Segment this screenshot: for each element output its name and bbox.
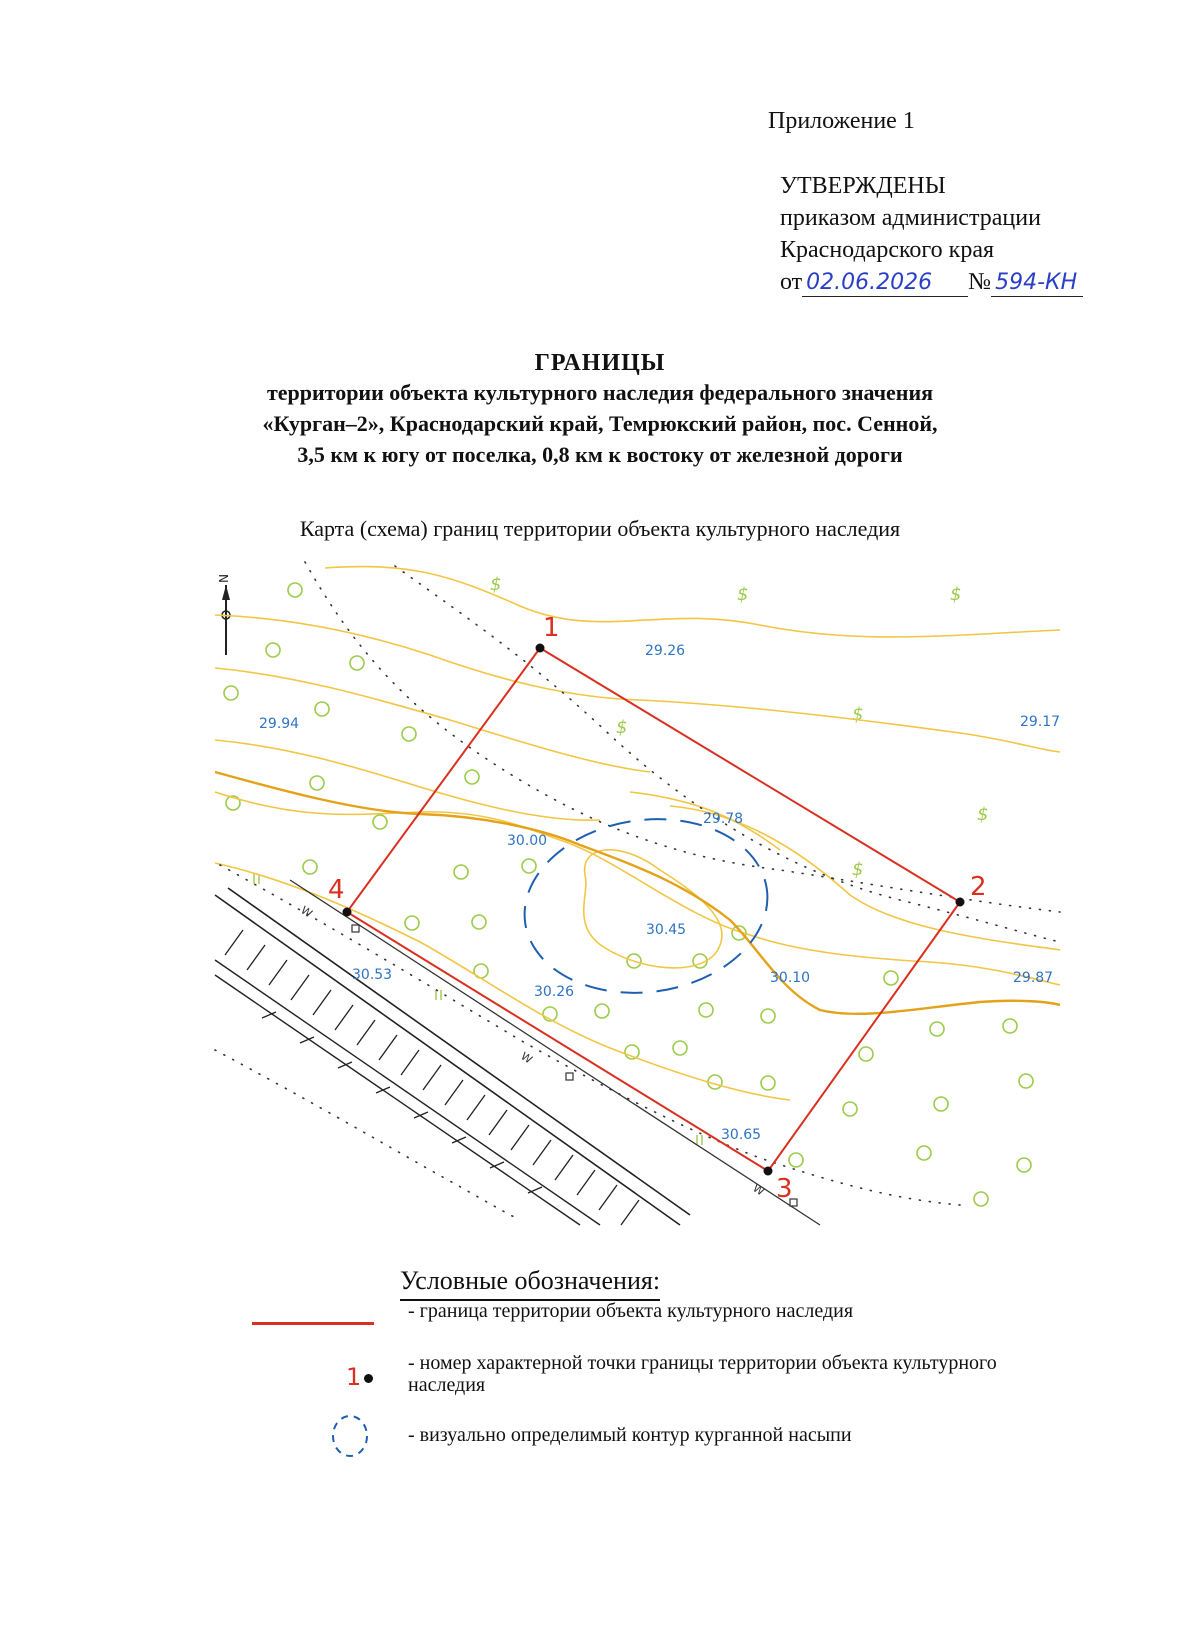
meadow-circle-icon [288,583,302,597]
svg-text:W: W [750,1181,767,1199]
legend-point-number: 1 [346,1363,362,1391]
meadow-circle-icon [595,1004,609,1018]
legend-boundary-text: - граница территории объекта культурного наследия [408,1300,854,1322]
elevation-label: 30.26 [534,984,575,1000]
approved-region: Краснодарского края [780,237,995,263]
meadow-circle-icon [934,1097,948,1111]
date-handwritten: 02.06.2026 [806,270,933,295]
legend-point-dot [364,1374,373,1383]
date-field [802,269,968,297]
title-line-3: 3,5 км к югу от поселка, 0,8 км к востоку от железной дороги [297,442,903,467]
elevation-label: 29.94 [259,716,300,732]
railway-icon [215,888,690,1225]
shrub-symbol-icon: $ [852,704,864,725]
shrub-symbol-icon: $ [950,584,962,605]
boundary-polygon [347,648,960,1171]
legend-title: Условные обозначения: [400,1265,660,1301]
shrub-symbol-icon: $ [490,574,502,595]
shrub-symbol-icon: $ [737,584,749,605]
meadow-circle-icon [859,1047,873,1061]
meadow-circle-icon [789,1153,803,1167]
number-handwritten: 594-КН [995,270,1078,295]
approved-by-order: приказом администрации [780,205,1041,231]
legend-mound-text: - визуально определимый контур курганной насыпи [408,1424,852,1446]
elevation-label: 30.10 [770,970,811,986]
meadow-circle-icon [974,1192,988,1206]
boundary-map [210,560,1070,1240]
approval-date-row [780,266,1083,298]
legend-point-icon [346,1363,373,1391]
document-title [0,350,1200,470]
boundary-point-label-3: 3 [776,1174,793,1204]
boundary-point-label-1: 1 [543,613,560,643]
approval-block [780,170,1083,298]
meadow-circle-icon [402,727,416,741]
svg-text:W: W [298,903,315,921]
meadow-circle-icon [917,1146,931,1160]
date-prefix: от [780,269,803,295]
shrub-symbol-icon: $ [852,859,864,880]
meadow-circle-icon [522,859,536,873]
meadow-circle-icon [266,643,280,657]
meadow-circle-icon [315,702,329,716]
boundary-point-4 [343,908,352,917]
meadow-circle-icon [350,656,364,670]
meadow-circle-icon [843,1102,857,1116]
meadow-circle-icon [884,971,898,985]
title-main: ГРАНИЦЫ [534,350,666,376]
number-prefix: № [968,269,992,295]
shrub-symbol-icon: $ [977,804,989,825]
meadow-circle-icon [1003,1019,1017,1033]
title-line-1: территории объекта культурного наследия федерального значения [266,380,934,405]
meadow-circle-icon [454,865,468,879]
elevation-label: 30.65 [721,1127,762,1143]
meadow-circles [224,583,1033,1206]
elevation-label: 30.53 [352,967,393,983]
elevation-label: 30.00 [507,833,548,849]
meadow-circle-icon [472,915,486,929]
meadow-circle-icon [405,916,419,930]
meadow-circle-icon [303,860,317,874]
meadow-circle-icon [1019,1074,1033,1088]
meadow-circle-icon [699,1003,713,1017]
meadow-circle-icon [373,815,387,829]
elevation-label: 29.26 [645,643,686,659]
meadow-circle-icon [930,1022,944,1036]
map-caption: Карта (схема) границ территории объекта культурного наследия [299,516,901,541]
number-field [991,269,1083,297]
meadow-circle-icon [673,1041,687,1055]
boundary-point-3 [764,1167,773,1176]
approved-heading: УТВЕРЖДЕНЫ [780,173,946,199]
title-line-2: «Курган–2», Краснодарский край, Темрюкский район, пос. Сенной, [262,411,938,436]
legend-mound-outline-icon [328,1412,372,1460]
elevation-label: 30.45 [646,922,687,938]
boundary-point-label-2: 2 [970,872,987,902]
shrub-symbol-icon: $ [616,717,628,738]
boundary-point-label-4: 4 [328,875,345,905]
legend-boundary-line-icon [252,1322,374,1325]
boundary-point-2 [956,898,965,907]
elevation-label: 29.87 [1013,970,1054,986]
meadow-circle-icon [1017,1158,1031,1172]
boundary-point-1 [536,644,545,653]
meadow-circle-icon [465,770,479,784]
elevation-label: 29.78 [703,811,744,827]
elevation-label: 29.17 [1020,714,1061,730]
meadow-circle-icon [224,686,238,700]
meadow-circle-icon [310,776,324,790]
meadow-circle-icon [761,1076,775,1090]
meadow-circle-icon [761,1009,775,1023]
legend-point-text: - номер характерной точки границы территории объекта культурного наследия [408,1352,997,1396]
svg-text:W: W [518,1049,535,1067]
north-label: N [216,574,230,583]
appendix-label: Приложение 1 [768,108,915,134]
